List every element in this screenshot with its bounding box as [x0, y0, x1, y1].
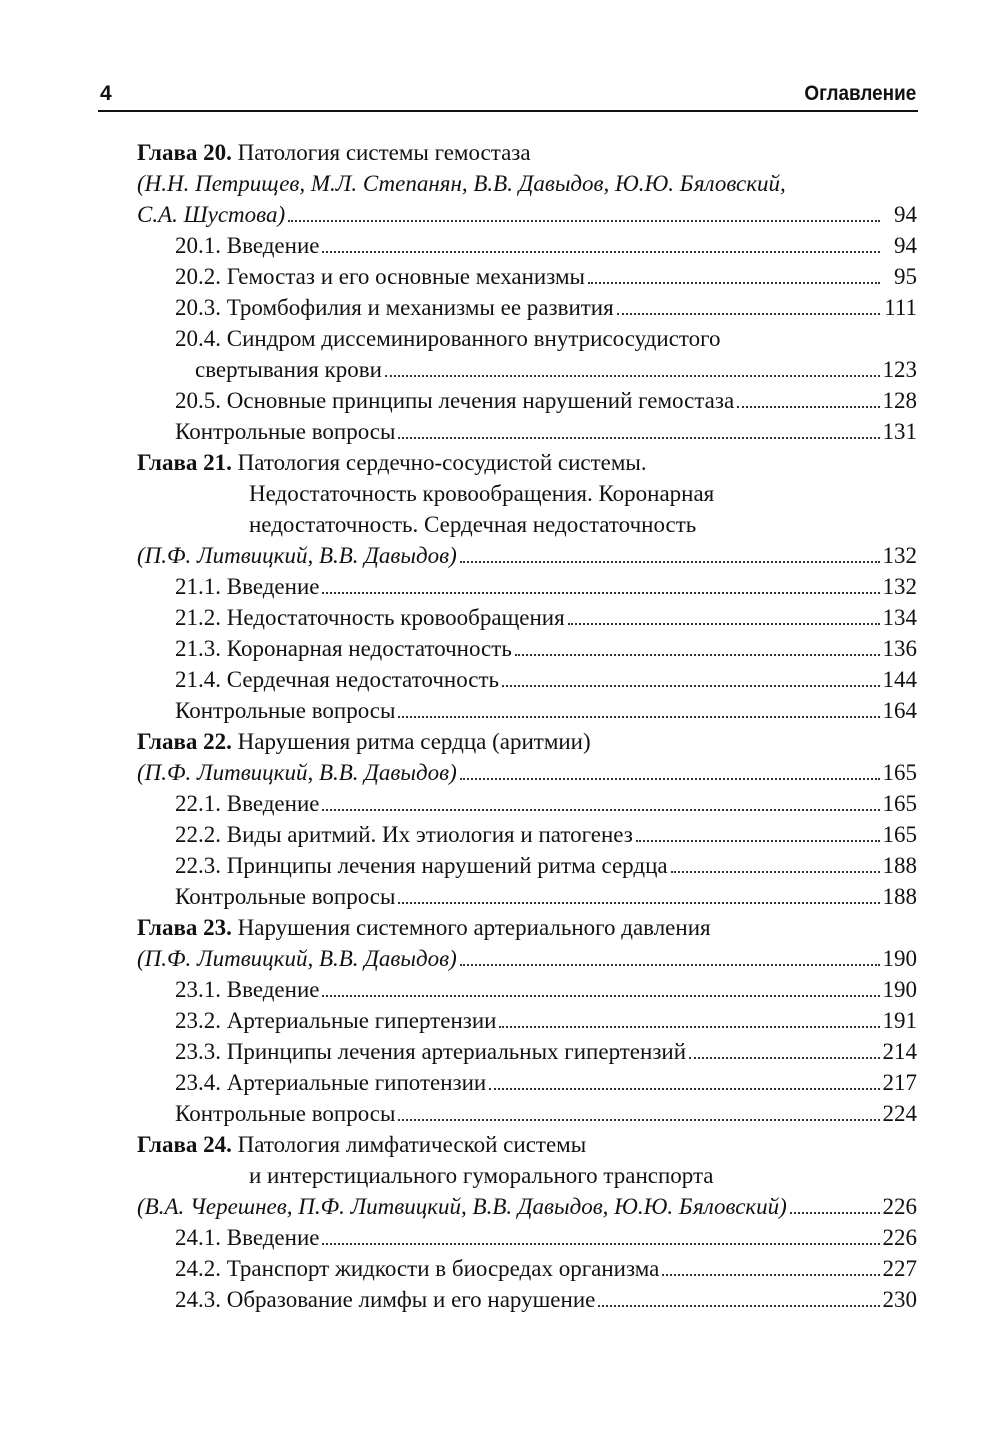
dot-leader [460, 560, 880, 563]
page-ref: 188 [882, 853, 917, 878]
dot-leader [322, 250, 880, 253]
page-ref: 134 [882, 605, 917, 630]
entry-text: 23.2. Артериальные гипертензии [175, 1008, 497, 1033]
page-ref: 123 [882, 357, 917, 382]
toc-entry [137, 1005, 917, 1036]
page-ref: 230 [882, 1287, 917, 1312]
page-ref: 224 [882, 1101, 917, 1126]
entry-text: 20.1. Введение [175, 233, 320, 258]
entry-text: 21.1. Введение [175, 574, 320, 599]
chapter-title [137, 450, 647, 475]
dot-leader [322, 1242, 879, 1245]
dot-leader [322, 994, 879, 997]
dot-leader [499, 1025, 879, 1028]
dot-leader [737, 405, 879, 408]
chapter-text: Патология сердечно-сосудистой системы. [237, 450, 647, 475]
toc-entry [137, 757, 917, 788]
dot-leader [398, 901, 879, 904]
toc-entry [137, 478, 917, 509]
page-ref: 94 [894, 202, 917, 227]
toc-entry [137, 447, 917, 478]
entry-text: 21.2. Недостаточность кровообращения [175, 605, 565, 630]
toc-entry [137, 788, 917, 819]
toc-entry [137, 1284, 917, 1315]
toc-entry [137, 416, 917, 447]
toc-entry [137, 1067, 917, 1098]
table-of-contents [137, 137, 917, 1315]
dot-leader [588, 281, 880, 284]
page-ref: 136 [882, 636, 917, 661]
toc-entry [137, 1160, 917, 1191]
toc-entry [137, 1191, 917, 1222]
page-ref: 188 [882, 884, 917, 909]
page-ref: 111 [884, 295, 917, 320]
entry-text: 24.3. Образование лимфы и его нарушение [175, 1287, 596, 1312]
dot-leader [489, 1087, 879, 1090]
page-ref: 214 [882, 1039, 917, 1064]
dot-leader [790, 1211, 880, 1214]
entry-text: 20.4. Синдром диссеминированного внутрисосудистого [175, 326, 721, 351]
toc-entry [137, 509, 917, 540]
entry-text: свертывания крови [195, 357, 382, 382]
dot-leader [617, 312, 880, 315]
toc-entry [137, 1036, 917, 1067]
entry-text: 23.1. Введение [175, 977, 320, 1002]
entry-text: Недостаточность кровообращения. Коронарная [249, 481, 715, 506]
entry-text: Контрольные вопросы [175, 884, 396, 909]
entry-text: 22.3. Принципы лечения нарушений ритма сердца [175, 853, 668, 878]
authors-text: (В.А. Черешнев, П.Ф. Литвицкий, В.В. Давыдов, Ю.Ю. Бяловский) [137, 1194, 787, 1219]
page-ref: 217 [882, 1070, 917, 1095]
authors-text: С.А. Шустова) [137, 202, 286, 227]
entry-text: 22.1. Введение [175, 791, 320, 816]
dot-leader [502, 684, 879, 687]
entry-text: 21.4. Сердечная недостаточность [175, 667, 500, 692]
toc-entry [137, 726, 917, 757]
toc-entry [137, 137, 917, 168]
toc-entry [137, 1098, 917, 1129]
chapter-title [137, 140, 531, 165]
page-ref: 94 [894, 233, 917, 258]
toc-entry [137, 261, 917, 292]
entry-text: 20.3. Тромбофилия и механизмы ее развития [175, 295, 614, 320]
toc-entry [137, 633, 917, 664]
entry-text: 22.2. Виды аритмий. Их этиология и патогенез [175, 822, 633, 847]
page-ref: 227 [882, 1256, 917, 1281]
page-ref: 226 [882, 1225, 917, 1250]
toc-entry [137, 323, 917, 354]
toc-entry [137, 1222, 917, 1253]
authors-text: (П.Ф. Литвицкий, В.В. Давыдов) [137, 760, 457, 785]
toc-entry [137, 199, 917, 230]
toc-entry [137, 540, 917, 571]
authors-text: (П.Ф. Литвицкий, В.В. Давыдов) [137, 946, 457, 971]
toc-entry [137, 1129, 917, 1160]
page-ref: 165 [882, 791, 917, 816]
toc-entry [137, 292, 917, 323]
toc-entry [137, 819, 917, 850]
entry-text: Контрольные вопросы [175, 1101, 396, 1126]
page-ref: 165 [882, 760, 917, 785]
page-ref: 190 [882, 977, 917, 1002]
chapter-text: Нарушения ритма сердца (аритмии) [237, 729, 591, 754]
dot-leader [398, 1118, 879, 1121]
page-number: 4 [100, 82, 112, 105]
toc-entry [137, 881, 917, 912]
dot-leader [460, 963, 880, 966]
entry-text: Контрольные вопросы [175, 419, 396, 444]
authors-text: (П.Ф. Литвицкий, В.В. Давыдов) [137, 543, 457, 568]
toc-entry [137, 230, 917, 261]
page-ref: 95 [894, 264, 917, 289]
chapter-title [137, 915, 711, 940]
entry-text: 20.2. Гемостаз и его основные механизмы [175, 264, 586, 289]
page-ref: 132 [882, 543, 917, 568]
toc-entry [137, 354, 917, 385]
toc-entry [137, 974, 917, 1005]
entry-text: 23.4. Артериальные гипотензии [175, 1070, 487, 1095]
chapter-label: Глава 24. [137, 1132, 232, 1157]
toc-entry [137, 571, 917, 602]
chapter-label: Глава 21. [137, 450, 232, 475]
toc-entry [137, 850, 917, 881]
entry-text: 23.3. Принципы лечения артериальных гипертензий [175, 1039, 687, 1064]
entry-text: 21.3. Коронарная недостаточность [175, 636, 512, 661]
dot-leader [636, 839, 880, 842]
toc-entry [137, 602, 917, 633]
running-title: Оглавление [804, 82, 916, 105]
page-ref: 132 [882, 574, 917, 599]
chapter-label: Глава 22. [137, 729, 232, 754]
entry-text: 20.5. Основные принципы лечения нарушений гемостаза [175, 388, 735, 413]
dot-leader [460, 777, 880, 780]
dot-leader [568, 622, 880, 625]
dot-leader [662, 1273, 879, 1276]
entry-text: 24.1. Введение [175, 1225, 320, 1250]
running-header [98, 80, 918, 112]
dot-leader [288, 219, 880, 222]
dot-leader [671, 870, 880, 873]
dot-leader [515, 653, 880, 656]
dot-leader [322, 808, 879, 811]
entry-text: Контрольные вопросы [175, 698, 396, 723]
dot-leader [398, 436, 879, 439]
entry-text: недостаточность. Сердечная недостаточность [249, 512, 697, 537]
chapter-text: Нарушения системного артериального давления [237, 915, 711, 940]
entry-text: и интерстициального гуморального транспорта [249, 1163, 714, 1188]
authors-text: (Н.Н. Петрищев, М.Л. Степанян, В.В. Давыдов, Ю.Ю. Бяловский, [137, 171, 786, 196]
page-ref: 164 [882, 698, 917, 723]
chapter-label: Глава 23. [137, 915, 232, 940]
toc-entry [137, 385, 917, 416]
dot-leader [398, 715, 879, 718]
dot-leader [322, 591, 879, 594]
toc-entry [137, 664, 917, 695]
chapter-title [137, 1132, 586, 1157]
chapter-title [137, 729, 591, 754]
chapter-text: Патология системы гемостаза [237, 140, 531, 165]
toc-entry [137, 1253, 917, 1284]
toc-entry [137, 168, 917, 199]
page-ref: 190 [882, 946, 917, 971]
entry-text: 24.2. Транспорт жидкости в биосредах организма [175, 1256, 660, 1281]
dot-leader [385, 374, 880, 377]
toc-entry [137, 912, 917, 943]
page-ref: 165 [882, 822, 917, 847]
toc-entry [137, 695, 917, 726]
page-ref: 128 [882, 388, 917, 413]
chapter-text: Патология лимфатической системы [237, 1132, 587, 1157]
page-ref: 191 [882, 1008, 917, 1033]
chapter-label: Глава 20. [137, 140, 232, 165]
page-ref: 131 [882, 419, 917, 444]
page-ref: 144 [882, 667, 917, 692]
dot-leader [689, 1056, 879, 1059]
toc-entry [137, 943, 917, 974]
page-ref: 226 [882, 1194, 917, 1219]
dot-leader [598, 1304, 879, 1307]
